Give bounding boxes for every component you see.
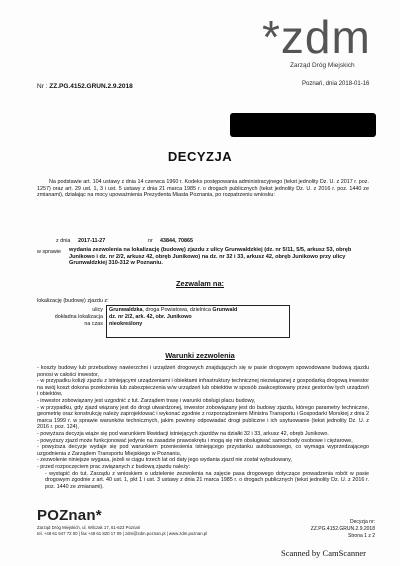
logo-subtitle: Zarząd Dróg Miejskich <box>290 62 355 69</box>
poznan-logo: POZnan* <box>37 507 102 524</box>
lokalizacja-label: lokalizację (budowę) zjazdu z: <box>37 298 109 304</box>
zdm-logo: *zdm <box>262 11 371 63</box>
footer-address <box>37 525 207 536</box>
ulicy-value-mid: , droga Powiatowa, dzielnica <box>142 307 213 313</box>
sprawie-label: w sprawie <box>37 249 61 255</box>
decision-ref: Decyzja nr: ZZ.PG.4152.GRUN.2.9.2018 <box>310 519 375 532</box>
condition-item: - przed rozpoczęciem prac związanych z budową zjazdu należy: <box>37 463 191 470</box>
request-date: 2017-11-27 <box>78 238 106 244</box>
nr-label: nr <box>148 238 153 244</box>
place-date: Poznań, dnia 2018-01-16 <box>302 81 370 87</box>
condition-item: - inwestor zobowiązany jest uzgodnić z tut. Zarządem trasę i warunki obsługi placu budowy, <box>37 397 256 404</box>
condition-item: - powyższa decyzja wiąże się pod warunkiem likwidacji istniejących zjazdów na działki 32 i 33, arkusz 42, obręb Junikowo. <box>37 430 329 437</box>
czas-label: na czas <box>84 321 103 327</box>
reference-value: ZZ.PG.4152.GRUN.2.9.2018 <box>49 83 133 90</box>
ulicy-value-district: Grunwald <box>212 307 238 313</box>
footer-contact-line: tel. +48 61 647 72 00 | fax +48 61 820 17 09 | zdm@zdm.poznan.pl | www.zdm.poznan.pl <box>37 530 208 536</box>
ulicy-value <box>109 307 237 314</box>
date-label: z dnia <box>56 238 71 244</box>
condition-item: - koszty budowy lub przebudowy nawierzchni i urządzeń drogowych znajdujących się w pasie drogowym spowodowane budową zjazdu ponosi w całości inwestor, <box>37 365 369 378</box>
document-title: DECYZJA <box>167 149 233 164</box>
dokladna-label: dokładna lokalizacja <box>54 314 103 320</box>
condition-item: - w przypadku kolizji zjazdu z istniejącymi urządzeniami i obiektami infrastruktury technicznej niezwiązanej z gospodarką drogową inwestor na swój koszt dokona przełożenia lub zabezpieczenia w/w urządzeń lub obiektów w sposób zaakceptowany przez gestorów tych urządzeń i obiektów, <box>37 378 369 398</box>
request-number: 43844, 70865 <box>160 238 193 244</box>
footer-address-line: Zarząd Dróg Miejskich, ul. Wilczak 17, 61-623 Poznań <box>37 525 141 530</box>
czas-value: nieokreślony <box>109 321 143 327</box>
ulicy-value-street: Grunwaldzka <box>109 307 143 313</box>
page-number: Strona 1 z 2 <box>348 533 375 539</box>
section-heading-permit: Zezwalam na: <box>175 279 225 288</box>
condition-item: - powyższa decyzje wydaje się pod warunkiem przeniesienia istniejącego przystanku autobusowego, co wymaga wyprzedzającego uzgodnienia z Zarządem Transportu Miejskiego w Poznaniu, <box>37 444 369 457</box>
ulicy-label: ulicy <box>92 307 103 313</box>
sprawie-text: wydania zezwolenia na lokalizację (budowę) zjazdu z ulicy Grunwaldzkiej (dz. nr 5/11, 5/5, arkusz 53, obręb Junikowo i dz. nr 2/2, arkusz 42, obręb Junikowo) na dz. nr 32 i 33, arkusz 42, obręb Junikowo przy ulicy Grunwaldzkiej 310-312 w Poznaniu. <box>69 247 352 267</box>
intro-paragraph: Na podstawie art. 104 ustawy z dnia 14 czerwca 1960 r. Kodeks postępowania administracyjnego (tekst jednolity Dz. U. z 2017 r. poz. 1257) oraz art. 29 ust. 1, 3 i ust. 5 ustawy z dnia 21 marca 1985 r. o drogach publicznych (tekst jednolity Dz. U. z 2016 r. poz. 1440 ze zmianami), działając na mocy upoważnienia Prezydenta Miasta Poznania, po rozpatrzeniu wniosku: <box>37 179 369 199</box>
reference-number <box>37 83 133 90</box>
condition-item: - powyższy zjazd może funkcjonować jedynie na zasadzie prawoskrętu i mogą się nim obsługiwać samochody osobowe i ciężarowe, <box>37 437 353 444</box>
conditions-list <box>37 365 369 490</box>
location-box <box>106 305 290 338</box>
condition-item: - zezwolenie niniejsze wygasa, jeżeli w ciągu trzech lat od daty jego wydania zjazd nie został wybudowany, <box>37 457 292 464</box>
dokladna-value: dz. nr 2/2, ark. 42, obr. Junikowo <box>109 314 192 320</box>
reference-label: Nr : <box>37 83 48 90</box>
scanner-watermark: Scanned by CamScanner <box>281 548 366 558</box>
section-heading-conditions: Warunki zezwolenia <box>165 351 235 360</box>
condition-item: - w przypadku, gdy zjazd wiązany jest do drogi utwardzonej, inwestor zobowiązany jest do budowy zjazdu, którego parametry techniczne, geometrię oraz konstrukcję należy zaprojektować i wykonać zgodnie z rozporządzeniem Ministra Transportu i Gospodarki Morskiej z dnia 2 marca 1999 r. w sprawie warunków technicznych, jakim powinny odpowiadać drogi publiczne i ich usytuowanie (tekst jednolity Dz. U. z 2016 r. poz. 124), <box>37 404 369 431</box>
footer-decision-ref <box>290 519 375 540</box>
redacted-block <box>230 113 376 137</box>
condition-subitem: - wystąpić do tut. Zarządu z wnioskiem o udzielenie zezwolenia na zajęcie pasa drogowego dotyczące prowadzenia robót w pasie drogowym zgodnie z art. 40 ust. 1, pkt 1 i ust. 3 ustawy z dnia 21 marca 1985 r. o drogach publicznych (tekst jednolity Dz. U. z 2016 r. poz. 1440 ze zmianami). <box>45 470 369 490</box>
